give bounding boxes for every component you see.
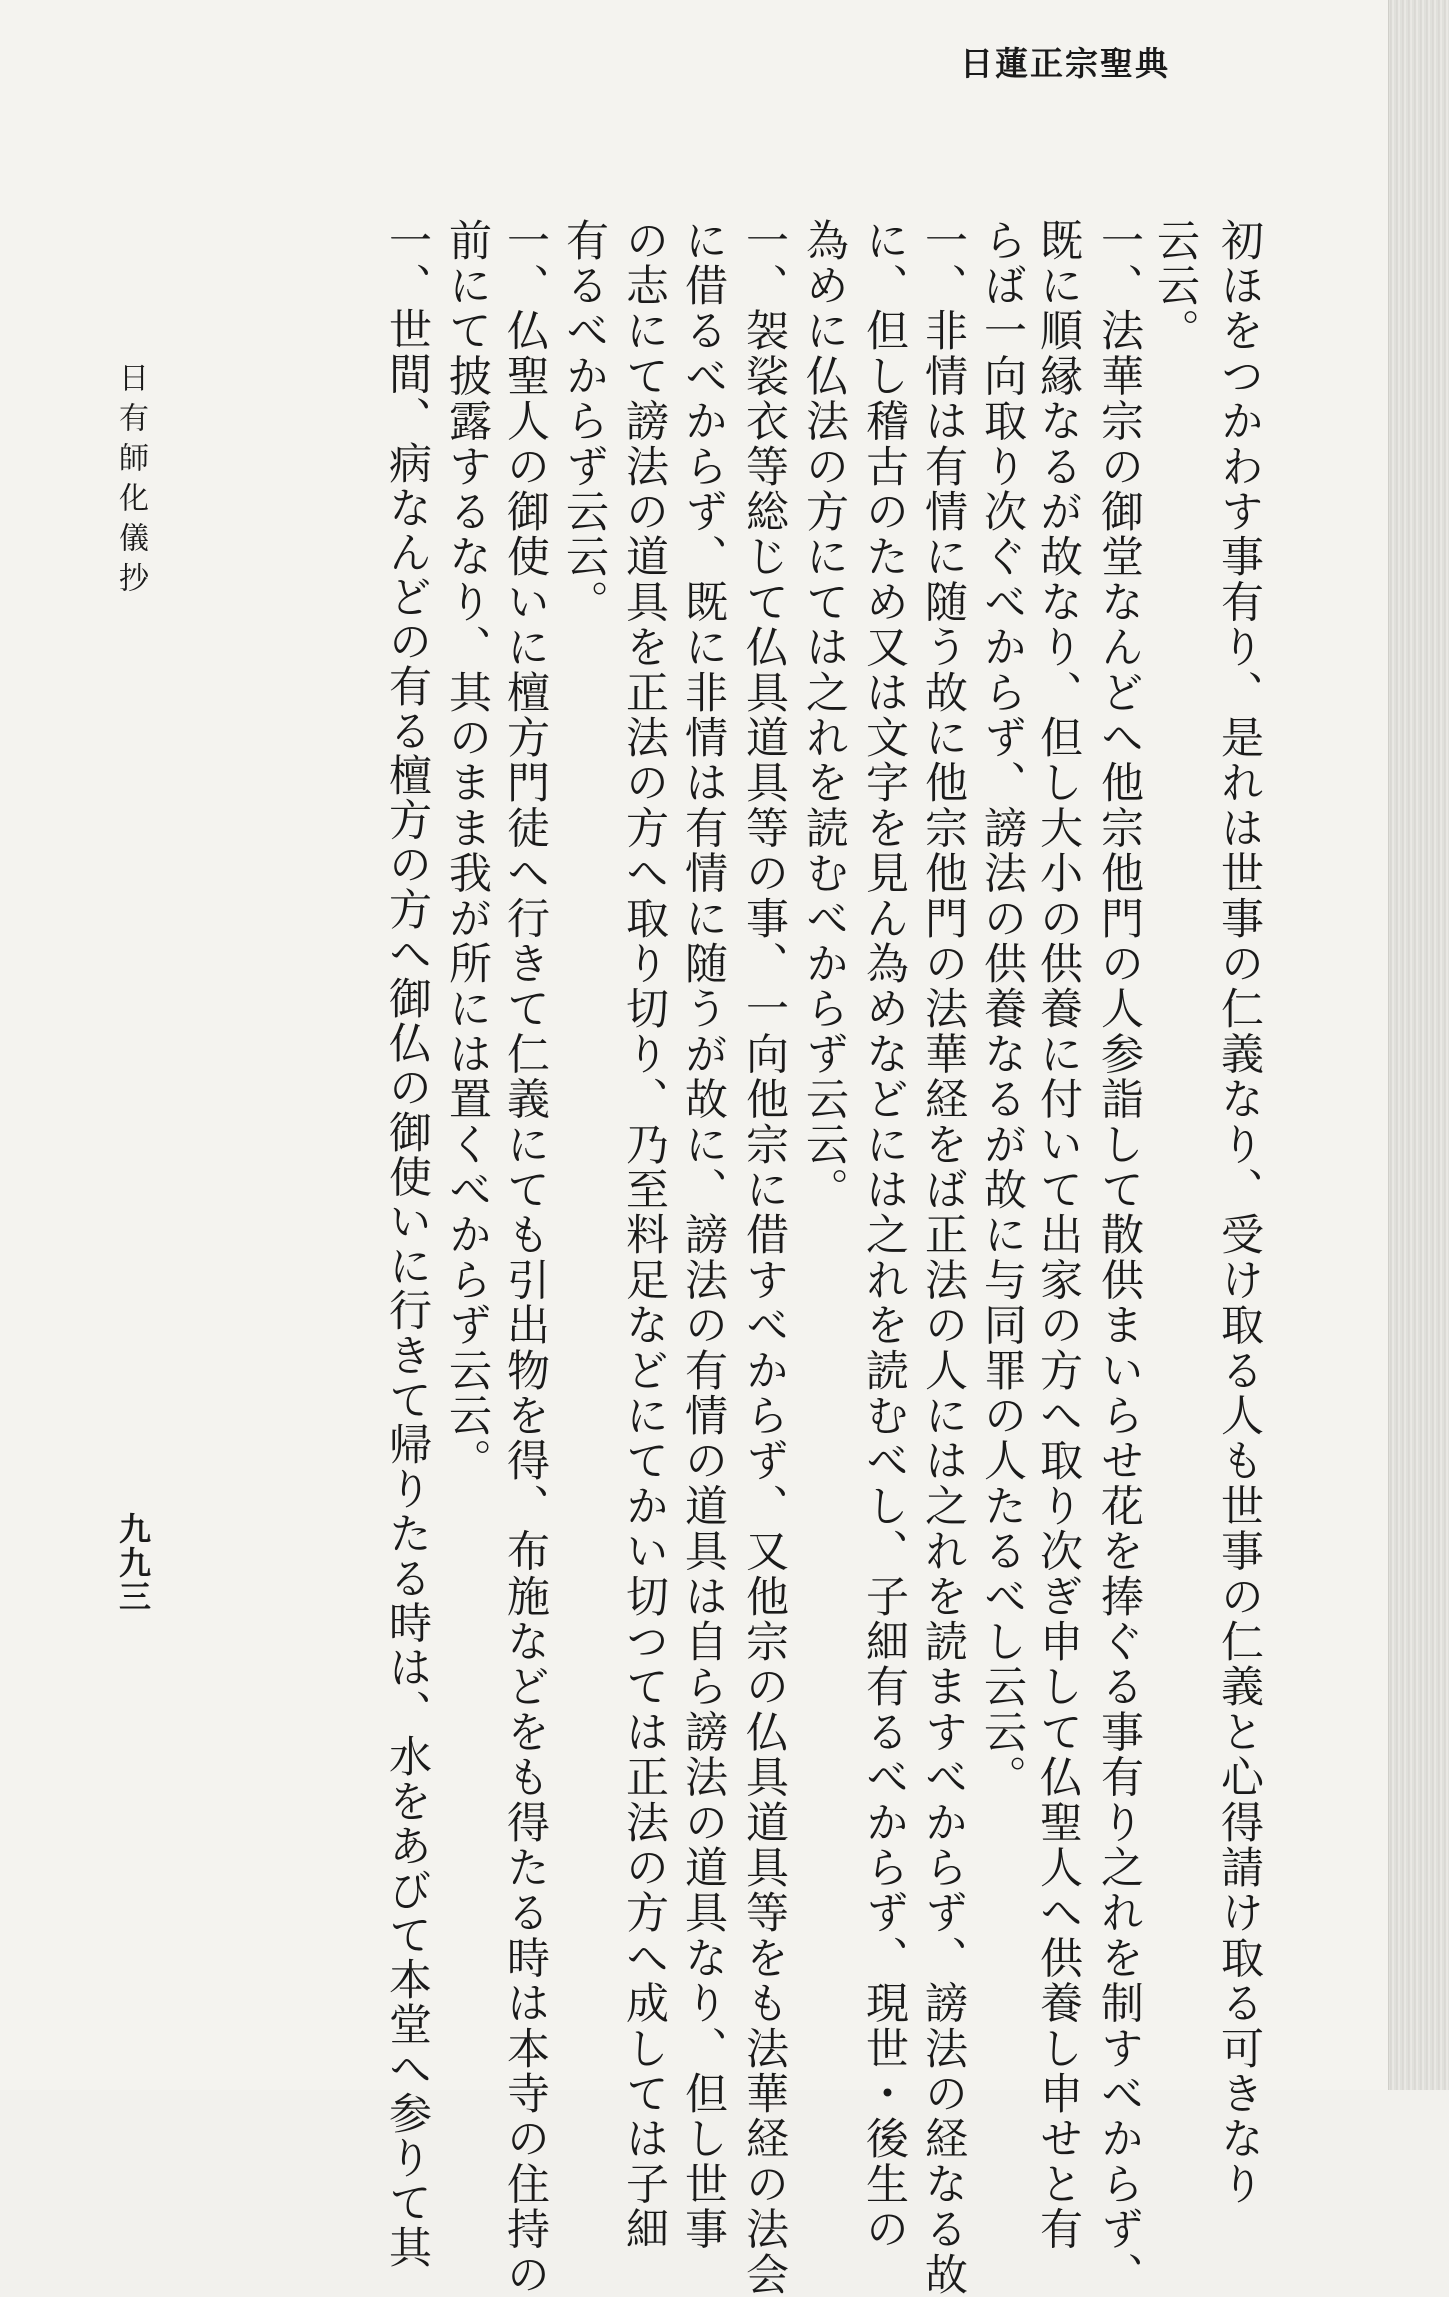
text-column-2: 云云。 — [1150, 218, 1200, 354]
running-head: 日蓮正宗聖典 — [960, 44, 1170, 83]
text-column-9: 一、袈裟衣等総じて仏具道具等の事、一向他宗に借すべからず、又他宗の仏具道具等をも法華経の法会 — [739, 218, 789, 2297]
text-column-5: らば一向取り次ぐべからず、謗法の供養なるが故に与同罪の人たるべし云云。 — [977, 218, 1027, 1800]
text-column-13: 一、仏聖人の御使いに檀方門徒へ行きて仁義にても引出物を得、布施などをも得たる時は本寺の住持の — [500, 218, 550, 2297]
text-column-10: に借るべからず、既に非情は有情に随うが故に、謗法の有情の道具は自ら謗法の道具なり、但し世事 — [678, 218, 728, 2252]
text-column-11: の志にて謗法の道具を正法の方へ取り切り、乃至料足などにてかい切つては正法の方へ成しては子細 — [619, 218, 669, 2252]
page-number: 九九三 — [114, 1512, 152, 1614]
text-column-1: 初ほをつかわす事有り、是れは世事の仁義なり、受け取る人も世事の仁義と心得請け取る可きなり — [1214, 218, 1264, 2207]
text-column-14: 前にて披露するなり、其のまま我が所には置くべからず云云。 — [442, 218, 492, 1484]
book-section-title: 日有師化儀抄 — [113, 362, 148, 602]
text-column-7: に、但し稽古のため又は文字を見ん為めなどには之れを読むべし、子細有るべからず、現世・後生の — [859, 218, 909, 2252]
text-column-15: 一、世間、病なんどの有る檀方の方へ御仏の御使いに行きて帰りたる時は、水をあびて本堂へ参りて其 — [382, 218, 432, 2270]
text-column-4: 既に順縁なるが故なり、但し大小の供養に付いて出家の方へ取り次ぎ申して仏聖人へ供養し申せと有 — [1033, 218, 1083, 2252]
text-column-6: 一、非情は有情に随う故に他宗他門の法華経をば正法の人には之れを読ますべからず、謗法の経なる故 — [918, 218, 968, 2297]
text-column-8: 為めに仏法の方にては之れを読むべからず云云。 — [799, 218, 849, 1213]
text-column-3: 一、法華宗の御堂なんどへ他宗他門の人参詣して散供まいらせ花を捧ぐる事有り之れを制すべからず、 — [1094, 218, 1144, 2297]
text-column-12: 有るべからず云云。 — [559, 218, 609, 625]
page-edge — [1388, 0, 1449, 2090]
